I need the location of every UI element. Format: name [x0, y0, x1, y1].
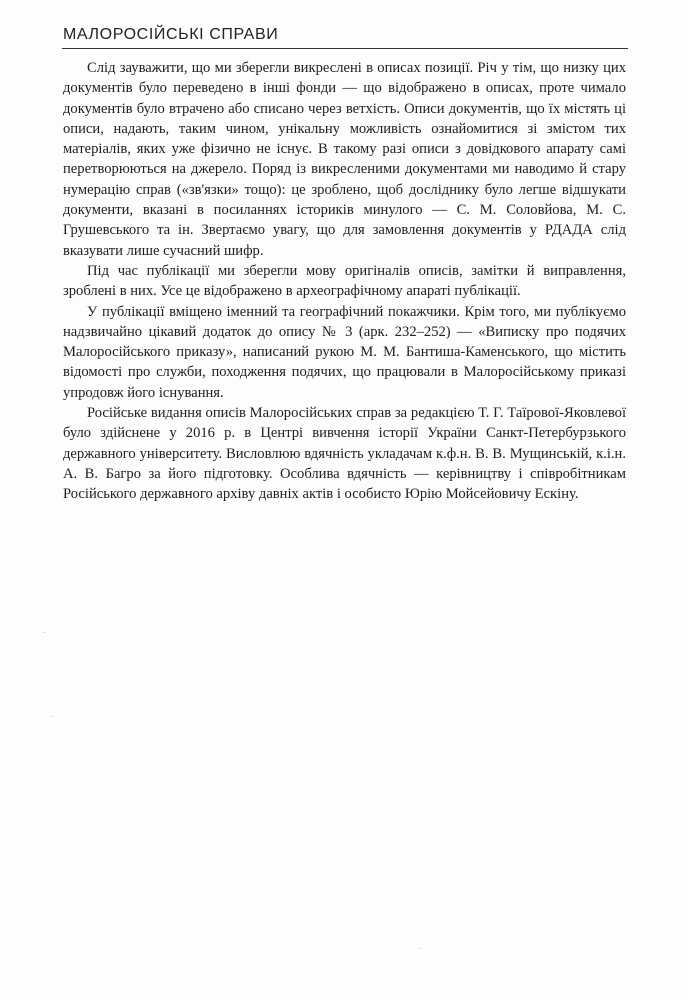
scan-speck	[44, 632, 45, 633]
paragraph-3: У публікації вміщено іменний та географічний покажчики. Крім того, ми публікуємо надзвичайно цікавий додаток до опису № 3 (арк. 232–252) — «Виписку про подячих Малоросійського приказу», написаний рукою М. М. Бантиша-Каменського, що містить відомості про служби, походження подячих, що працювали в Малоросійському приказі упродовж його існування.	[63, 303, 626, 401]
scan-speck	[52, 716, 53, 717]
paragraph-2: Під час публікації ми зберегли мову оригіналів описів, замітки й виправлення, зроблені в них. Усе це відображено в археографічному апараті публікації.	[63, 262, 626, 300]
paragraph-4: Російське видання описів Малоросійських справ за редакцією Т. Г. Таїрової-Яковлевої було здійснене у 2016 р. в Центрі вивчення історії України Санкт-Петербурзького державного університету. Висловлюю вдячність укладачам к.ф.н. В. В. Мущинській, к.і.н. А. В. Багро за його підготовку. Особлива вдячність — керівництву і співробітникам Російського державного архіву давніх актів і особисто Юрію Мойсейовичу Ескіну.	[63, 405, 626, 503]
body-text	[63, 58, 626, 505]
header-rule	[62, 48, 628, 49]
scan-speck	[420, 948, 421, 949]
paragraph-1: Слід зауважити, що ми зберегли викреслені в описах позиції. Річ у тім, що низку цих документів було переведено в інші фонди — що відображено в описах, проте чимало документів було втрачено або списано через ветхість. Описи документів, що їх містять ці описи, надають, таким чином, унікальну можливість ознайомитися зі змістом тих матеріалів, яких уже фізично не існує. В такому разі описи з довідкового апарату самі перетворюються на джерело. Поряд із викресленими документами ми наводимо й стару нумерацію справ («зв'язки» тощо): це зроблено, щоб досліднику було легше відшукати документи, вказані в посиланнях істориків минулого — С. М. Соловйова, М. С. Грушевського та ін. Звертаємо увагу, що для замовлення документів у РДАДА слід вказувати лише сучасний шифр.	[63, 60, 626, 259]
running-header: МАЛОРОСІЙСЬКІ СПРАВИ	[63, 26, 279, 43]
